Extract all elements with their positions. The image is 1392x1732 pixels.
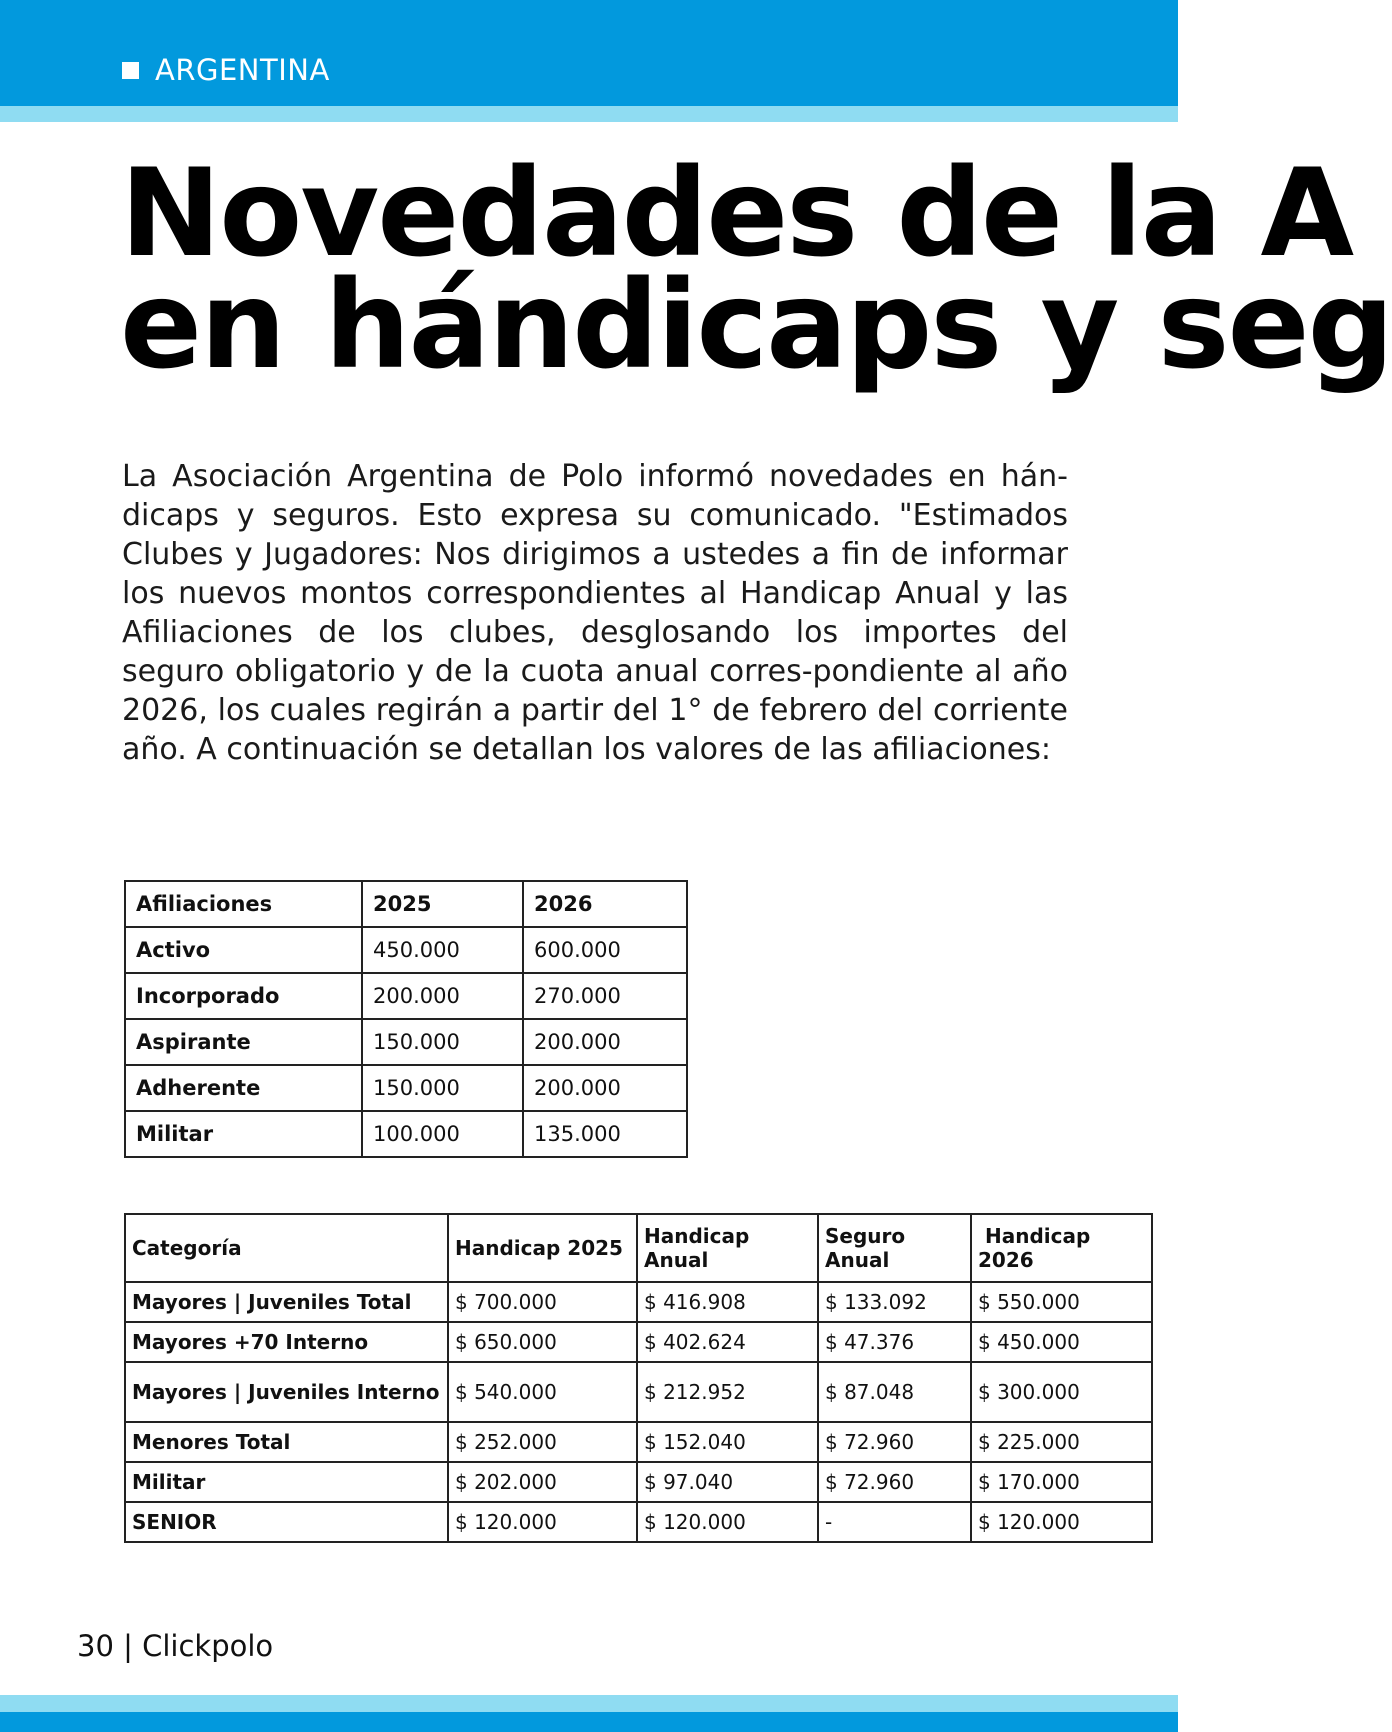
column-header: Handicap 2025 <box>448 1214 637 1282</box>
table-cell: 450.000 <box>362 927 523 973</box>
table-cell: 200.000 <box>523 1019 687 1065</box>
row-label: SENIOR <box>125 1502 448 1542</box>
table-cell: $ 72.960 <box>818 1462 971 1502</box>
row-label: Aspirante <box>125 1019 362 1065</box>
table-row <box>125 1282 1152 1322</box>
section-title: ARGENTINA <box>155 53 330 87</box>
table-cell: 135.000 <box>523 1111 687 1157</box>
table-row <box>125 1111 687 1157</box>
table-cell: $ 170.000 <box>971 1462 1152 1502</box>
categorias-table <box>124 1213 1153 1543</box>
column-header: Categoría <box>125 1214 448 1282</box>
row-label: Mayores +70 Interno <box>125 1322 448 1362</box>
table-row <box>125 1362 1152 1422</box>
table-header-row <box>125 1214 1152 1282</box>
table-row <box>125 927 687 973</box>
table-cell: $ 97.040 <box>637 1462 818 1502</box>
table-row <box>125 1422 1152 1462</box>
row-label: Mayores | Juveniles Total <box>125 1282 448 1322</box>
table-cell: $ 540.000 <box>448 1362 637 1422</box>
table-cell: $ 120.000 <box>637 1502 818 1542</box>
column-header: 2026 <box>523 881 687 927</box>
row-label: Militar <box>125 1111 362 1157</box>
table-cell: 600.000 <box>523 927 687 973</box>
table-row <box>125 1322 1152 1362</box>
row-label: Militar <box>125 1462 448 1502</box>
table-cell: $ 87.048 <box>818 1362 971 1422</box>
table-cell: 200.000 <box>362 973 523 1019</box>
table-cell: $ 47.376 <box>818 1322 971 1362</box>
table-cell: 150.000 <box>362 1065 523 1111</box>
table-cell: $ 212.952 <box>637 1362 818 1422</box>
table-cell: 200.000 <box>523 1065 687 1111</box>
table-cell: $ 120.000 <box>448 1502 637 1542</box>
column-header: 2025 <box>362 881 523 927</box>
table-cell: $ 700.000 <box>448 1282 637 1322</box>
page-footer: 30 | Clickpolo <box>77 1629 274 1663</box>
header-stripe <box>0 106 1178 122</box>
row-label: Mayores | Juveniles Interno <box>125 1362 448 1422</box>
table-row <box>125 1462 1152 1502</box>
table-row <box>125 973 687 1019</box>
table-cell: 270.000 <box>523 973 687 1019</box>
table-cell: $ 450.000 <box>971 1322 1152 1362</box>
table-header-row <box>125 881 687 927</box>
table-cell: $ 72.960 <box>818 1422 971 1462</box>
column-header: Afiliaciones <box>125 881 362 927</box>
table-cell: $ 225.000 <box>971 1422 1152 1462</box>
column-header: Seguro Anual <box>818 1214 971 1282</box>
column-header: Handicap Anual <box>637 1214 818 1282</box>
row-label: Incorporado <box>125 973 362 1019</box>
table-cell: $ 120.000 <box>971 1502 1152 1542</box>
table-cell: - <box>818 1502 971 1542</box>
row-label: Activo <box>125 927 362 973</box>
table-row <box>125 1502 1152 1542</box>
afiliaciones-table <box>124 880 688 1158</box>
square-bullet-icon <box>122 62 139 79</box>
headline-line-1: Novedades de la A <box>120 143 1353 284</box>
table-cell: $ 402.624 <box>637 1322 818 1362</box>
table-row <box>125 1019 687 1065</box>
table-cell: $ 300.000 <box>971 1362 1152 1422</box>
row-label: Menores Total <box>125 1422 448 1462</box>
table-cell: 100.000 <box>362 1111 523 1157</box>
table-cell: $ 416.908 <box>637 1282 818 1322</box>
table-cell: $ 650.000 <box>448 1322 637 1362</box>
article-intro: La Asociación Argentina de Polo informó novedades en hán-dicaps y seguros. Esto expresa su comunicado. "Estimados Clubes y Jugadores: Nos dirigimos a ustedes a fin de informar los nuevos montos correspondientes al Handicap Anual y las Afiliaciones de los clubes, desglosando los importes del seguro obligatorio y de la cuota anual corres-pondiente al año 2026, los cuales regirán a partir del 1° de febrero del corriente año. A continuación se detallan los valores de las afiliaciones: <box>122 459 1068 767</box>
footer-band <box>0 1712 1178 1732</box>
footer-stripe <box>0 1695 1178 1712</box>
row-label: Adherente <box>125 1065 362 1111</box>
table-row <box>125 1065 687 1111</box>
table-cell: $ 152.040 <box>637 1422 818 1462</box>
headline-line-2: en hándicaps y seg <box>120 255 1392 396</box>
table-cell: $ 202.000 <box>448 1462 637 1502</box>
column-header: Handicap 2026 <box>971 1214 1152 1282</box>
table-cell: $ 550.000 <box>971 1282 1152 1322</box>
article-headline <box>120 143 1392 396</box>
table-cell: $ 133.092 <box>818 1282 971 1322</box>
table-cell: 150.000 <box>362 1019 523 1065</box>
table-cell: $ 252.000 <box>448 1422 637 1462</box>
section-label <box>122 50 330 90</box>
